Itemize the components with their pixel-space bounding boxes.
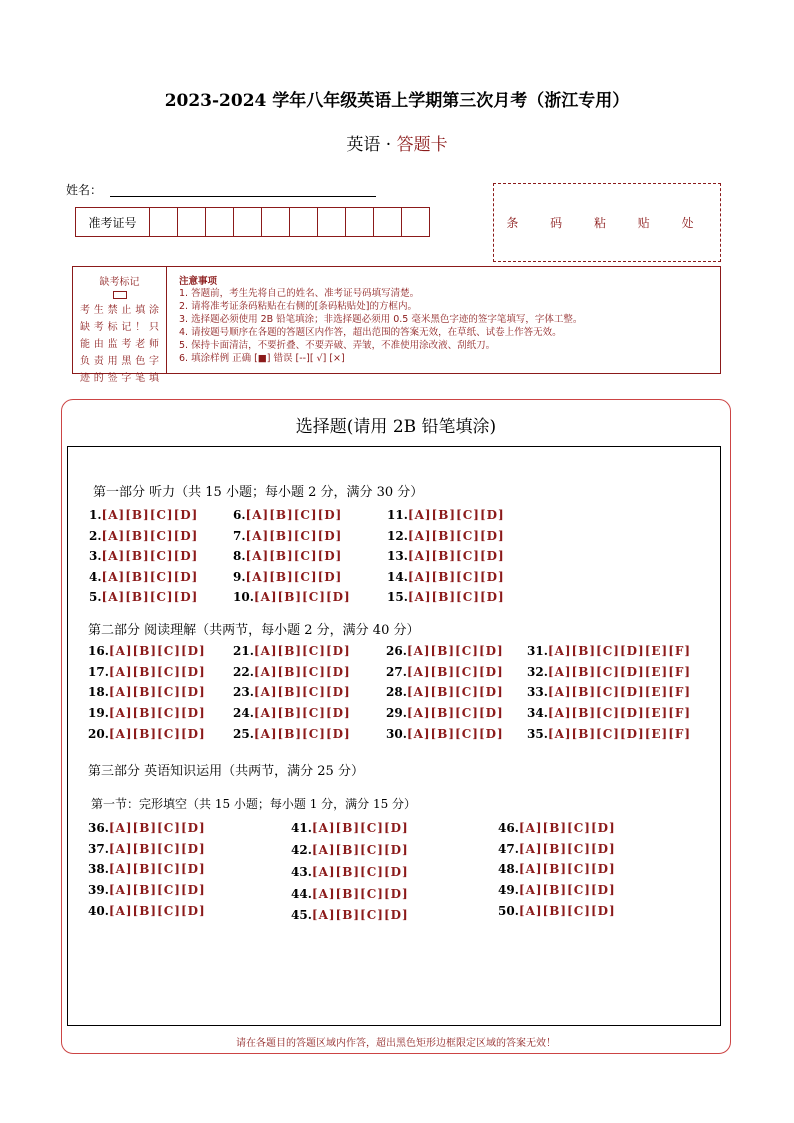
question-number: 27.	[386, 665, 407, 679]
choice-section-title: 选择题(请用 2B 铅笔填涂)	[295, 417, 497, 437]
question-number: 49.	[498, 883, 519, 897]
question-number: 1.	[89, 508, 102, 522]
answer-options[interactable]: [A][B][C][D]	[108, 665, 206, 679]
answer-options[interactable]: [A][B][C][D]	[311, 821, 409, 835]
answer-options[interactable]: [A][B][C][D]	[518, 904, 616, 918]
exam-id-cell[interactable]	[178, 208, 206, 236]
question-number: 42.	[291, 843, 312, 857]
name-label: 姓名：	[66, 183, 103, 197]
answer-options[interactable]: [A][B][C][D]	[311, 865, 409, 879]
question-item[interactable]	[527, 644, 691, 658]
question-item[interactable]	[233, 590, 351, 604]
question-item[interactable]	[387, 529, 505, 543]
question-number: 2.	[89, 529, 102, 543]
exam-id-cell[interactable]	[290, 208, 318, 236]
question-number: 33.	[527, 685, 548, 699]
exam-id-cell[interactable]	[262, 208, 290, 236]
question-item[interactable]	[88, 706, 206, 720]
question-item[interactable]	[233, 644, 351, 658]
question-number: 37.	[88, 842, 109, 856]
question-item[interactable]	[527, 727, 691, 741]
question-item[interactable]	[233, 706, 351, 720]
question-number: 23.	[233, 685, 254, 699]
answer-options[interactable]: [A][B][C][D]	[406, 685, 504, 699]
notes-item: 2. 请将准考证条码粘贴在右侧的[条码粘贴处]的方框内。	[179, 301, 417, 312]
question-item[interactable]	[498, 862, 616, 876]
question-number: 41.	[291, 821, 312, 835]
answer-options[interactable]: [A][B][C][D]	[108, 821, 206, 835]
answer-options[interactable]: [A][B][C][D]	[108, 644, 206, 658]
question-item[interactable]	[291, 821, 409, 835]
question-number: 30.	[386, 727, 407, 741]
part3-title: 第三部分 英语知识运用（共两节，满分 25 分）	[88, 764, 364, 779]
answer-options[interactable]: [A][B][C][D]	[245, 570, 343, 584]
question-item[interactable]	[233, 529, 342, 543]
question-number: 25.	[233, 727, 254, 741]
exam-id-cell[interactable]	[206, 208, 234, 236]
question-number: 29.	[386, 706, 407, 720]
answer-options[interactable]: [A][B][C][D]	[108, 842, 206, 856]
answer-options[interactable]: [A][B][C][D]	[253, 665, 351, 679]
answer-options[interactable]: [A][B][C][D]	[108, 685, 206, 699]
subtitle-subject: 英语 ·	[346, 135, 397, 155]
footer-warning: 请在各题目的答题区域内作答，超出黑色矩形边框限定区域的答案无效！	[236, 1038, 556, 1049]
question-number: 34.	[527, 706, 548, 720]
question-item[interactable]	[233, 685, 351, 699]
exam-id-cell[interactable]	[234, 208, 262, 236]
question-number: 14.	[387, 570, 408, 584]
question-number: 31.	[527, 644, 548, 658]
exam-id-grid	[75, 207, 430, 237]
answer-options[interactable]: [A][B][C][D]	[311, 843, 409, 857]
question-number: 43.	[291, 865, 312, 879]
answer-options[interactable]: [A][B][C][D]	[245, 508, 343, 522]
question-number: 4.	[89, 570, 102, 584]
question-item[interactable]	[88, 727, 206, 741]
question-item[interactable]	[498, 842, 616, 856]
question-item[interactable]	[233, 570, 342, 584]
question-number: 17.	[88, 665, 109, 679]
question-item[interactable]	[386, 706, 504, 720]
absent-text: 能由监考老师	[80, 339, 159, 350]
answer-options[interactable]: [A][B][C][D]	[406, 644, 504, 658]
name-field[interactable]	[110, 196, 376, 197]
question-item[interactable]	[89, 508, 198, 522]
question-item[interactable]	[233, 665, 351, 679]
exam-id-label: 准考证号	[76, 208, 150, 236]
question-item[interactable]	[386, 685, 504, 699]
question-item[interactable]	[89, 549, 198, 563]
answer-options[interactable]: [A][B][C][D]	[407, 549, 505, 563]
question-number: 32.	[527, 665, 548, 679]
question-item[interactable]	[291, 908, 409, 922]
answer-options[interactable]: [A][B][C][D]	[407, 529, 505, 543]
question-item[interactable]	[88, 862, 206, 876]
answer-options[interactable]: [A][B][C][D]	[108, 706, 206, 720]
question-number: 15.	[387, 590, 408, 604]
question-number: 35.	[527, 727, 548, 741]
question-number: 16.	[88, 644, 109, 658]
answer-options[interactable]: [A][B][C][D]	[101, 570, 199, 584]
question-item[interactable]	[387, 570, 505, 584]
answer-options[interactable]: [A][B][C][D]	[101, 549, 199, 563]
question-number: 12.	[387, 529, 408, 543]
question-item[interactable]	[89, 529, 198, 543]
exam-id-cell[interactable]	[402, 208, 429, 236]
question-item[interactable]	[88, 821, 206, 835]
absent-text: 迹的签字笔填	[80, 373, 159, 384]
answer-options[interactable]: [A][B][C][D]	[108, 904, 206, 918]
question-item[interactable]	[88, 685, 206, 699]
answer-options[interactable]: [A][B][C][D]	[253, 590, 351, 604]
page-title: 2023-2024 学年八年级英语上学期第三次月考（浙江专用）	[164, 91, 630, 111]
question-item[interactable]	[387, 549, 505, 563]
question-number: 6.	[233, 508, 246, 522]
question-item[interactable]	[498, 904, 616, 918]
exam-id-cell[interactable]	[318, 208, 346, 236]
question-item[interactable]	[527, 706, 691, 720]
question-item[interactable]	[233, 727, 351, 741]
question-number: 44.	[291, 887, 312, 901]
notes-item: 6. 填涂样例 正确 [■] 错误 [--][ √] [×]	[179, 353, 345, 364]
question-number: 50.	[498, 904, 519, 918]
question-number: 45.	[291, 908, 312, 922]
answer-options[interactable]: [A][B][C][D]	[518, 842, 616, 856]
exam-id-cell[interactable]	[374, 208, 402, 236]
question-number: 19.	[88, 706, 109, 720]
question-item[interactable]	[233, 549, 342, 563]
answer-options[interactable]: [A][B][C][D]	[406, 665, 504, 679]
notes-box	[166, 266, 721, 374]
question-item[interactable]	[88, 842, 206, 856]
notes-item: 1. 答题前，考生先将自己的姓名、准考证号码填写清楚。	[179, 288, 420, 299]
question-number: 28.	[386, 685, 407, 699]
barcode-area	[493, 183, 721, 262]
question-number: 10.	[233, 590, 254, 604]
absent-checkbox[interactable]	[113, 291, 127, 299]
answer-options[interactable]: [A][B][C][D]	[101, 508, 199, 522]
answer-options[interactable]: [A][B][C][D]	[518, 883, 616, 897]
question-item[interactable]	[527, 665, 691, 679]
question-number: 21.	[233, 644, 254, 658]
question-number: 13.	[387, 549, 408, 563]
answer-options[interactable]: [A][B][C][D][E][F]	[547, 665, 692, 679]
question-item[interactable]	[233, 508, 342, 522]
answer-options[interactable]: [A][B][C][D]	[253, 685, 351, 699]
question-item[interactable]	[88, 665, 206, 679]
exam-id-cell[interactable]	[346, 208, 374, 236]
question-number: 11.	[387, 508, 408, 522]
answer-options[interactable]: [A][B][C][D]	[253, 706, 351, 720]
question-number: 18.	[88, 685, 109, 699]
barcode-label: 条 码 粘 贴 处	[506, 216, 708, 230]
question-item[interactable]	[89, 570, 198, 584]
answer-options[interactable]: [A][B][C][D]	[108, 727, 206, 741]
question-number: 40.	[88, 904, 109, 918]
absent-text: 考生禁止填涂	[80, 305, 159, 316]
question-item[interactable]	[498, 821, 616, 835]
question-number: 22.	[233, 665, 254, 679]
question-number: 20.	[88, 727, 109, 741]
absent-mark-box	[72, 266, 167, 384]
question-item[interactable]	[291, 865, 409, 879]
answer-options[interactable]: [A][B][C][D][E][F]	[547, 644, 692, 658]
question-number: 36.	[88, 821, 109, 835]
part3-section1-title: 第一节：完形填空（共 15 小题；每小题 1 分，满分 15 分）	[91, 797, 417, 811]
answer-options[interactable]: [A][B][C][D][E][F]	[547, 685, 692, 699]
question-number: 5.	[89, 590, 102, 604]
answer-options[interactable]: [A][B][C][D]	[407, 590, 505, 604]
question-number: 39.	[88, 883, 109, 897]
question-item[interactable]	[387, 508, 505, 522]
answer-options[interactable]: [A][B][C][D]	[406, 727, 504, 741]
answer-options[interactable]: [A][B][C][D]	[108, 883, 206, 897]
question-number: 38.	[88, 862, 109, 876]
question-number: 7.	[233, 529, 246, 543]
question-number: 48.	[498, 862, 519, 876]
question-item[interactable]	[387, 590, 505, 604]
exam-id-cell[interactable]	[150, 208, 178, 236]
question-number: 47.	[498, 842, 519, 856]
question-number: 26.	[386, 644, 407, 658]
absent-text: 负责用黑色字	[80, 356, 159, 367]
question-item[interactable]	[386, 665, 504, 679]
answer-options[interactable]: [A][B][C][D]	[518, 862, 616, 876]
answer-options[interactable]: [A][B][C][D]	[101, 590, 199, 604]
notes-title: 注意事项	[179, 276, 218, 287]
answer-options[interactable]: [A][B][C][D]	[311, 887, 409, 901]
answer-options[interactable]: [A][B][C][D]	[311, 908, 409, 922]
notes-item: 5. 保持卡面清洁，不要折叠、不要弄破、弄皱，不准使用涂改液、刮纸刀。	[179, 340, 496, 351]
subtitle-answer-card: 答题卡	[396, 135, 448, 155]
part1-title: 第一部分 听力（共 15 小题；每小题 2 分，满分 30 分）	[93, 485, 424, 500]
part2-title: 第二部分 阅读理解（共两节，每小题 2 分，满分 40 分）	[88, 623, 420, 638]
answer-options[interactable]: [A][B][C][D]	[407, 508, 505, 522]
answer-options[interactable]: [A][B][C][D]	[108, 862, 206, 876]
answer-options[interactable]: [A][B][C][D]	[253, 727, 351, 741]
question-item[interactable]	[89, 590, 198, 604]
absent-text: 缺考标记！只	[80, 322, 159, 333]
answer-options[interactable]: [A][B][C][D]	[407, 570, 505, 584]
answer-options[interactable]: [A][B][C][D]	[245, 529, 343, 543]
question-number: 8.	[233, 549, 246, 563]
notes-item: 3. 选择题必须使用 2B 铅笔填涂；非选择题必须用 0.5 毫米黑色字迹的签字笔填写，字体工整。	[179, 314, 583, 325]
question-item[interactable]	[291, 843, 409, 857]
question-item[interactable]	[386, 727, 504, 741]
answer-options[interactable]: [A][B][C][D]	[245, 549, 343, 563]
question-item[interactable]	[498, 883, 616, 897]
answer-options[interactable]: [A][B][C][D]	[253, 644, 351, 658]
question-number: 46.	[498, 821, 519, 835]
question-number: 24.	[233, 706, 254, 720]
question-item[interactable]	[88, 644, 206, 658]
question-item[interactable]	[88, 904, 206, 918]
answer-options[interactable]: [A][B][C][D]	[406, 706, 504, 720]
question-item[interactable]	[88, 883, 206, 897]
answer-options[interactable]: [A][B][C][D][E][F]	[547, 727, 692, 741]
answer-options[interactable]: [A][B][C][D]	[518, 821, 616, 835]
absent-title: 缺考标记	[99, 277, 140, 288]
answer-options[interactable]: [A][B][C][D][E][F]	[547, 706, 692, 720]
question-number: 3.	[89, 549, 102, 563]
question-item[interactable]	[527, 685, 691, 699]
page-subtitle	[0, 130, 794, 155]
question-number: 9.	[233, 570, 246, 584]
question-item[interactable]	[386, 644, 504, 658]
answer-options[interactable]: [A][B][C][D]	[101, 529, 199, 543]
question-item[interactable]	[291, 887, 409, 901]
notes-item: 4. 请按题号顺序在各题的答题区内作答，超出范围的答案无效，在草纸、试卷上作答无效。	[179, 327, 562, 338]
